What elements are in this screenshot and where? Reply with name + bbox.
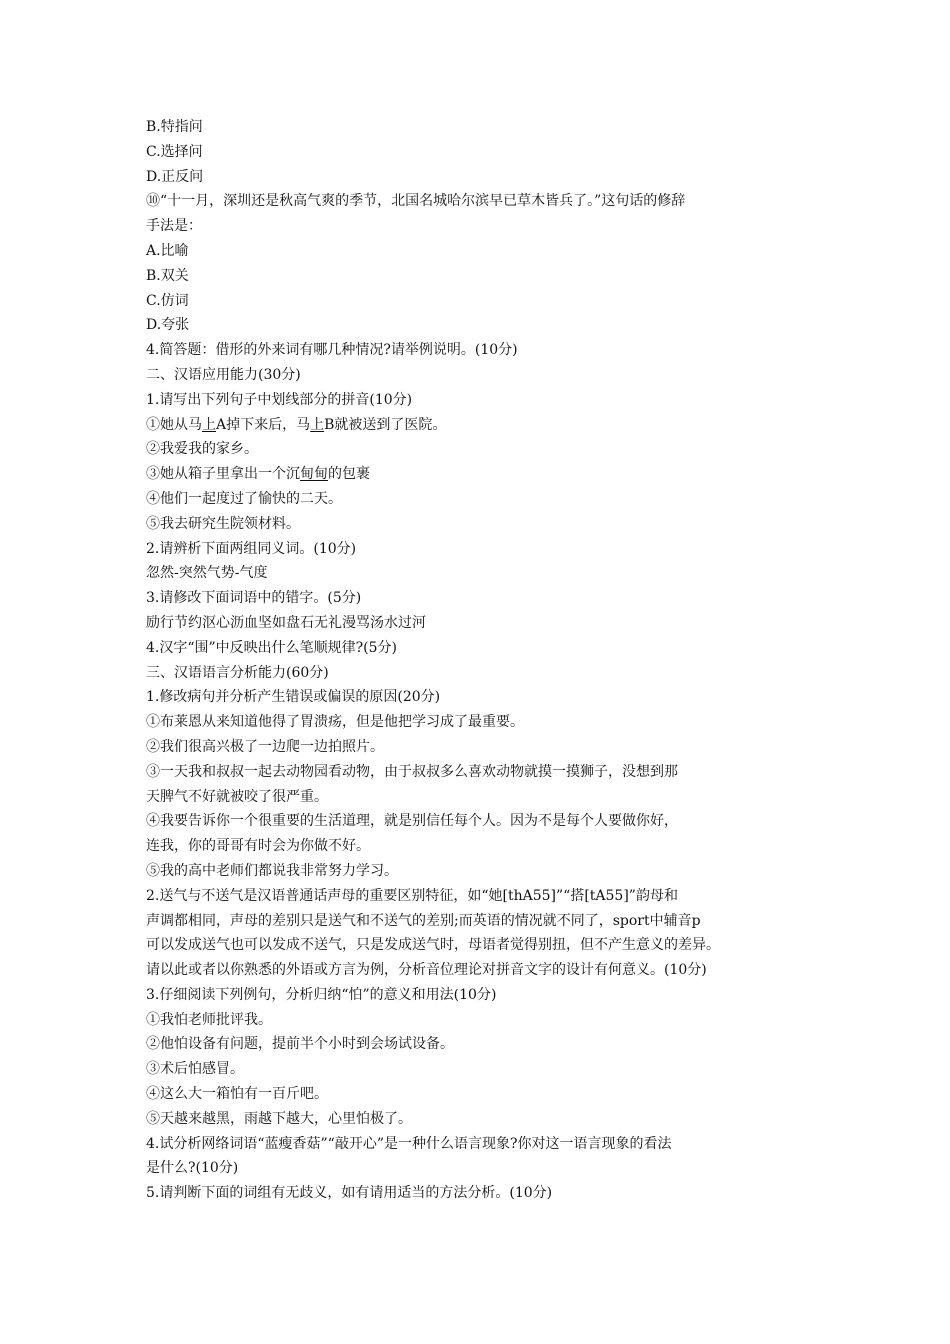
section-2-question-2: 2.请辨析下面两组同义词。(10分) xyxy=(146,540,357,557)
sentence-item-4: ④他们一起度过了愉快的二天。 xyxy=(146,490,342,507)
sentence-text: 的包裹 xyxy=(328,466,370,483)
sentence-item-2: ②我爱我的家乡。 xyxy=(146,441,258,458)
sentence-item-1 xyxy=(146,413,818,438)
underlined-char: 上 xyxy=(310,416,325,433)
short-answer-question: 4.简答题：借形的外来词有哪几种情况?请举例说明。(10分) xyxy=(146,342,518,359)
faulty-sentence-1: ①布莱恩从来知道他得了胃溃疡，但是他把学习成了最重要。 xyxy=(146,714,524,731)
section-2-question-1: 1.请写出下列句子中划线部分的拼音(10分) xyxy=(146,391,413,408)
section-3-question-1: 1.修改病句并分析产生错误或偏误的原因(20分) xyxy=(146,689,441,706)
sentence-text: ①她从马 xyxy=(146,416,202,433)
section-3-question-2-line-4: 请以此或者以你熟悉的外语或方言为例，分析音位理论对拼音文字的设计有何意义。(10分) xyxy=(146,962,707,979)
example-sentence-2: ②他怕设备有问题，提前半个小时到会场试设备。 xyxy=(146,1036,454,1053)
faulty-sentence-3-line-2: 天脾气不好就被咬了很严重。 xyxy=(146,788,328,805)
section-2-question-3: 3.请修改下面词语中的错字。(5分) xyxy=(146,590,362,607)
faulty-sentence-5: ⑤我的高中老师们都说我非常努力学习。 xyxy=(146,862,398,879)
question-10-line-2: 手法是： xyxy=(146,218,202,235)
example-sentence-1: ①我怕老师批评我。 xyxy=(146,1011,272,1028)
section-3-question-5: 5.请判断下面的词组有无歧义，如有请用适当的方法分析。(10分) xyxy=(146,1185,553,1202)
section-3-question-4-line-1: 4.试分析网络词语“蓝瘦香菇”“敲开心”是一种什么语言现象?你对这一语言现象的看法 xyxy=(146,1135,672,1152)
section-2-question-4: 4.汉字“围”中反映出什么笔顺规律?(5分) xyxy=(146,639,398,656)
document-body xyxy=(146,115,818,1206)
faulty-sentence-3-line-1: ③一天我和叔叔一起去动物园看动物，由于叔叔多么喜欢动物就摸一摸狮子，没想到那 xyxy=(146,763,678,780)
sentence-text: A掉下来后，马 xyxy=(216,416,311,433)
option-c-line: C.仿词 xyxy=(146,292,189,309)
faulty-sentence-4-line-2: 连我，你的哥哥有时会为你做不好。 xyxy=(146,838,370,855)
section-3-question-2-line-3: 可以发成送气也可以发成不送气，只是发成送气时，母语者觉得别扭，但不产生意义的差异。 xyxy=(146,937,720,954)
question-10-line-1: ⑩“十一月，深圳还是秋高气爽的季节，北国名城哈尔滨早已草木皆兵了。”这句话的修辞 xyxy=(146,193,686,210)
sentence-item-3 xyxy=(146,462,818,487)
section-3-heading: 三、汉语语言分析能力(60分) xyxy=(146,664,329,681)
section-3-question-4-line-2: 是什么?(10分) xyxy=(146,1160,239,1177)
option-c-line: C.选择问 xyxy=(146,143,203,160)
underlined-word: 甸甸 xyxy=(300,466,328,483)
option-d-line: D.夸张 xyxy=(146,317,190,334)
section-3-question-2-line-2: 声调都相同，声母的差别只是送气和不送气的差别;而英语的情况就不同了，sport中辅音p xyxy=(146,912,701,929)
section-3-question-3: 3.仔细阅读下列例句，分析归纳“怕”的意义和用法(10分) xyxy=(146,986,497,1003)
example-sentence-5: ⑤天越来越黑，雨越下越大，心里怕极了。 xyxy=(146,1110,412,1127)
section-2-heading: 二、汉语应用能力(30分) xyxy=(146,366,301,383)
faulty-sentence-4-line-1: ④我要告诉你一个很重要的生活道理，就是别信任每个人。因为不是每个人要做你好， xyxy=(146,813,678,830)
option-a-line: A.比喻 xyxy=(146,242,189,259)
synonym-pairs: 忽然-突然气势-气度 xyxy=(146,565,268,582)
sentence-item-5: ⑤我去研究生院领材料。 xyxy=(146,515,300,532)
faulty-sentence-2: ②我们很高兴极了一边爬一边拍照片。 xyxy=(146,738,384,755)
option-b-line: B.特指问 xyxy=(146,119,203,135)
example-sentence-3: ③术后怕感冒。 xyxy=(146,1061,244,1078)
typo-words: 励行节约沤心沥血坚如盘石无礼漫骂汤水过河 xyxy=(146,614,426,631)
example-sentence-4: ④这么大一箱怕有一百斤吧。 xyxy=(146,1086,328,1103)
sentence-text: B就被送到了医院。 xyxy=(324,416,447,433)
option-d-line: D.正反问 xyxy=(146,168,204,185)
option-b-line: B.双关 xyxy=(146,267,189,284)
section-3-question-2-line-1: 2.送气与不送气是汉语普通话声母的重要区别特征，如“她[thA55]”“搭[tA55]”韵母和 xyxy=(146,887,678,904)
sentence-text: ③她从箱子里拿出一个沉 xyxy=(146,466,300,483)
underlined-char: 上 xyxy=(202,416,216,433)
